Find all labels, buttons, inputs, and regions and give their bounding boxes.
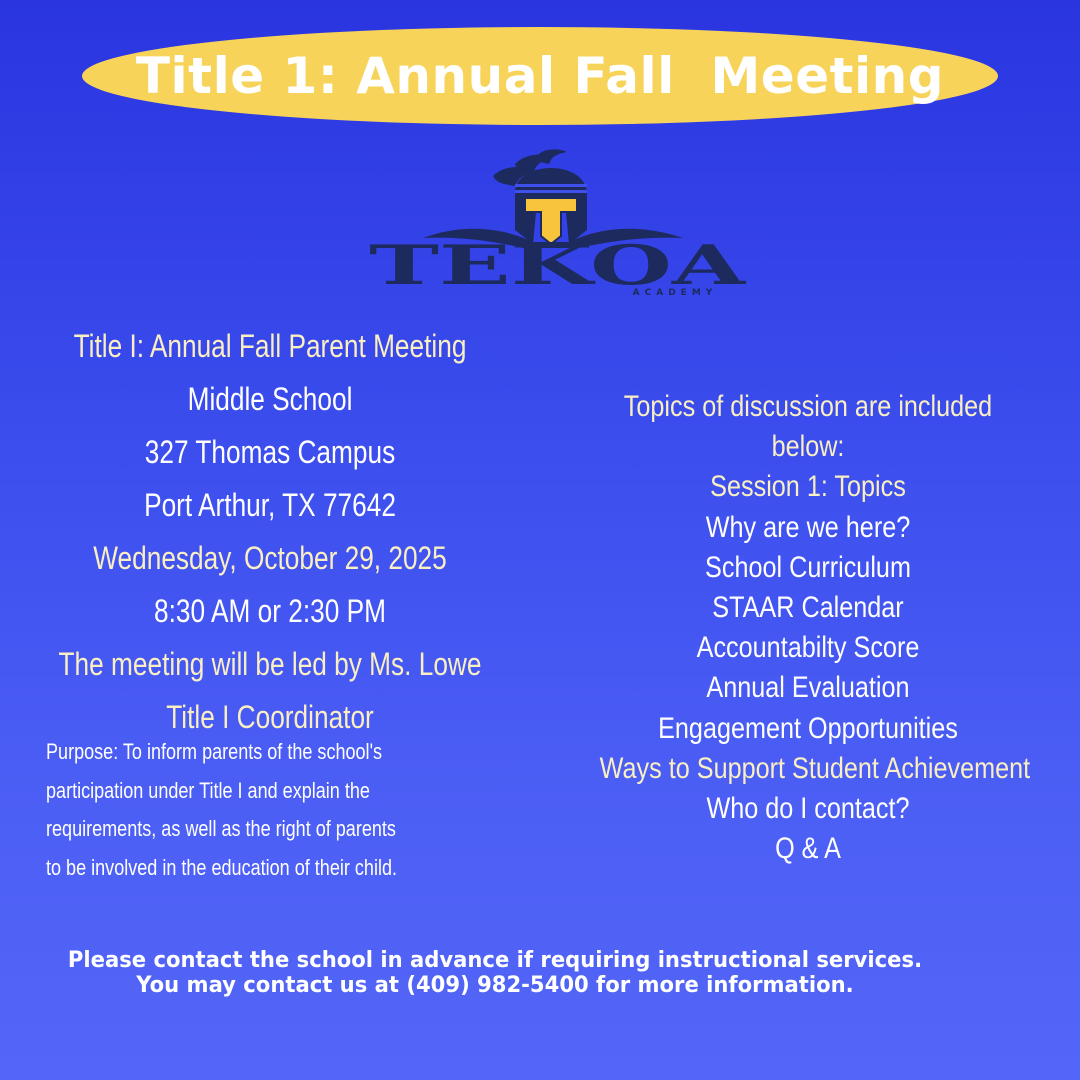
- purpose-line: requirements, as well as the right of parents: [46, 816, 396, 841]
- city-state-zip: Port Arthur, TX 77642: [144, 487, 396, 523]
- session-heading: Session 1: Topics: [710, 470, 906, 504]
- topic-item: Why are we here?: [705, 510, 911, 544]
- meeting-leader: The meeting will be led by Ms. Lowe: [58, 646, 482, 682]
- footer-line: You may contact us at (409) 982-5400 for more information.: [136, 973, 854, 998]
- topic-item: School Curriculum: [705, 550, 911, 584]
- contact-footer: [0, 948, 990, 998]
- meeting-time: 8:30 AM or 2:30 PM: [154, 593, 386, 629]
- topic-item: Q & A: [775, 832, 841, 866]
- purpose-line: Purpose: To inform parents of the school's: [46, 739, 383, 764]
- meeting-details: [10, 320, 530, 744]
- street-address: 327 Thomas Campus: [144, 434, 396, 470]
- topic-item: Ways to Support Student Achievement: [599, 751, 1031, 785]
- footer-line: Please contact the school in advance if requiring instructional services.: [67, 948, 923, 973]
- school-name: Middle School: [187, 381, 353, 417]
- banner-title: Title 1: Annual Fall Meeting: [135, 47, 945, 105]
- purpose-line: to be involved in the education of their child.: [46, 854, 398, 880]
- logo-name: TEKOA: [369, 233, 747, 297]
- topic-item: Who do I contact?: [706, 792, 910, 826]
- topics-intro-continued: below:: [771, 430, 845, 464]
- topic-item: Accountabilty Score: [696, 631, 920, 665]
- purpose-line: participation under Title I and explain the: [46, 777, 370, 803]
- topics-list: [560, 387, 1056, 869]
- meeting-date: Wednesday, October 29, 2025: [93, 540, 447, 576]
- leader-role: Title I Coordinator: [166, 699, 374, 735]
- purpose-paragraph: [46, 733, 516, 887]
- topics-intro: Topics of discussion are included: [623, 390, 993, 423]
- topic-item: Annual Evaluation: [706, 671, 910, 705]
- tekoa-academy-logo: [365, 146, 750, 298]
- topic-item: STAAR Calendar: [712, 591, 904, 625]
- logo-subtitle: ACADEMY: [632, 288, 718, 298]
- meeting-heading: Title I: Annual Fall Parent Meeting: [73, 328, 467, 364]
- topic-item: Engagement Opportunities: [658, 711, 958, 745]
- title-banner: [82, 27, 998, 125]
